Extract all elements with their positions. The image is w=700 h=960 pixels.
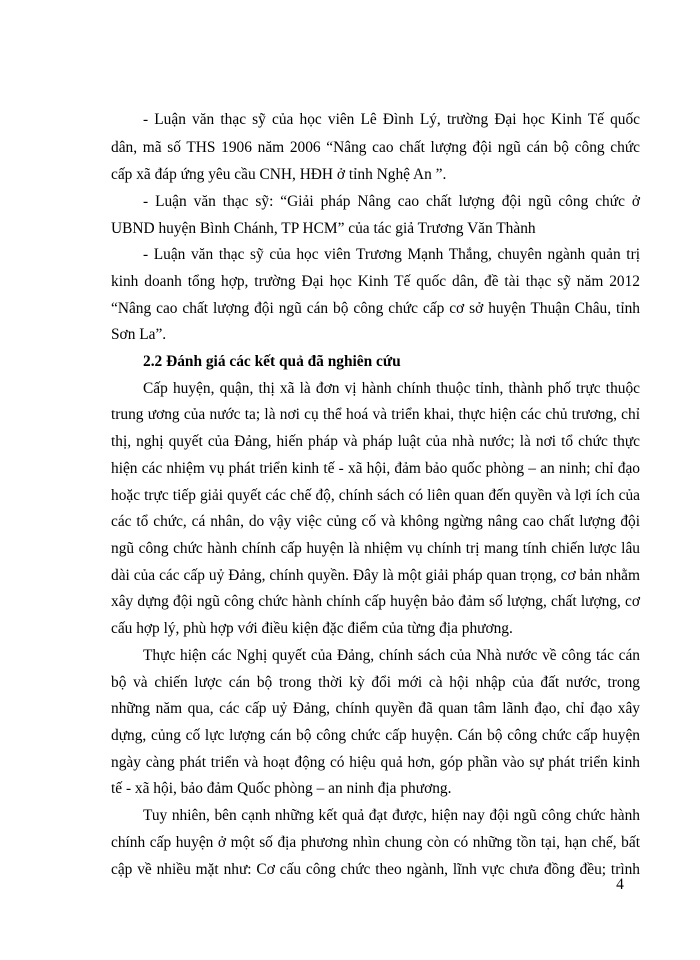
text-line: chính cấp huyện ở một số địa phương nhìn chung còn có những tồn tại, hạn chế, bất xyxy=(111,834,640,851)
text-line: bộ và chiến lược cán bộ trong thời kỳ đổi mới cà hội nhập của đất nước, trong xyxy=(111,674,640,691)
text-line: “Nâng cao chất lượng đội ngũ cán bộ công chức cấp cơ sở huyện Thuận Châu, tỉnh xyxy=(111,300,640,317)
text-line: hiện các nhiệm vụ phát triển kinh tế - xã hội, đảm bảo quốc phòng – an ninh; chỉ đạo xyxy=(111,460,640,477)
text-line: dựng, củng cố lực lượng cán bộ công chức cấp huyện. Cán bộ công chức cấp huyện xyxy=(111,727,640,744)
text-line: Tuy nhiên, bên cạnh những kết quả đạt được, hiện nay đội ngũ công chức hành xyxy=(143,807,640,824)
text-line: dân, mã số THS 1906 năm 2006 “Nâng cao chất lượng đội ngũ cán bộ công chức xyxy=(111,139,640,156)
text-line: các tổ chức, cá nhân, do vậy việc củng cố và không ngừng nâng cao chất lượng đội xyxy=(111,513,640,530)
text-line: hoặc trực tiếp giải quyết các chế độ, chính sách có liên quan đến quyền và lợi ích của xyxy=(111,487,640,504)
section-heading: 2.2 Đánh giá các kết quả đã nghiên cứu xyxy=(143,353,401,370)
text-line: - Luận văn thạc sỹ của học viên Trương Mạnh Thắng, chuyên ngành quản trị xyxy=(143,246,640,263)
text-line: tế - xã hội, bảo đảm Quốc phòng – an ninh địa phương. xyxy=(111,780,452,797)
text-line: Cấp huyện, quận, thị xã là đơn vị hành chính thuộc tỉnh, thành phố trực thuộc xyxy=(143,380,640,397)
text-line: UBND huyện Bình Chánh, TP HCM” của tác giả Trương Văn Thành xyxy=(111,220,536,237)
text-line: dài của các cấp uỷ Đảng, chính quyền. Đây là một giải pháp quan trọng, cơ bản nhằm xyxy=(111,567,640,584)
text-line: thị, nghị quyết của Đảng, hiến pháp và pháp luật của nhà nước; là nơi tổ chức thực xyxy=(111,433,640,450)
text-line: ngũ công chức hành chính cấp huyện là nhiệm vụ chính trị mang tính chiến lược lâu xyxy=(111,540,640,557)
text-line: cập về nhiều mặt như: Cơ cấu công chức theo ngành, lĩnh vực chưa đồng đều; trình xyxy=(111,861,640,878)
text-line: ngày càng phát triển và hoạt động có hiệu quả hơn, góp phần vào sự phát triển kinh xyxy=(111,754,640,771)
text-line: Sơn La”. xyxy=(111,326,167,343)
text-line: - Luận văn thạc sỹ: “Giải pháp Nâng cao chất lượng đội ngũ công chức ở xyxy=(143,193,640,210)
text-line: xây dựng đội ngũ công chức hành chính cấp huyện bảo đảm số lượng, chất lượng, cơ xyxy=(111,593,640,610)
page-number: 4 xyxy=(616,876,624,893)
text-line: những năm qua, các cấp uỷ Đảng, chính quyền đã quan tâm lãnh đạo, chỉ đạo xây xyxy=(111,700,640,717)
text-line: trung ương của nước ta; là nơi cụ thể hoá và triển khai, thực hiện các chủ trương, chỉ xyxy=(111,406,640,423)
text-line: cấu hợp lý, phù hợp với điều kiện đặc điểm của từng địa phương. xyxy=(111,620,513,637)
text-line: - Luận văn thạc sỹ của học viên Lê Đình Lý, trường Đại học Kinh Tế quốc xyxy=(143,111,640,128)
text-line: Thực hiện các Nghị quyết của Đảng, chính sách của Nhà nước về công tác cán xyxy=(143,647,640,664)
text-line: kinh doanh tổng hợp, trường Đại học Kinh Tế quốc dân, đề tài thạc sỹ năm 2012 xyxy=(111,273,640,290)
text-line: cấp xã đáp ứng yêu cầu CNH, HĐH ở tỉnh Nghệ An ”. xyxy=(111,166,447,183)
